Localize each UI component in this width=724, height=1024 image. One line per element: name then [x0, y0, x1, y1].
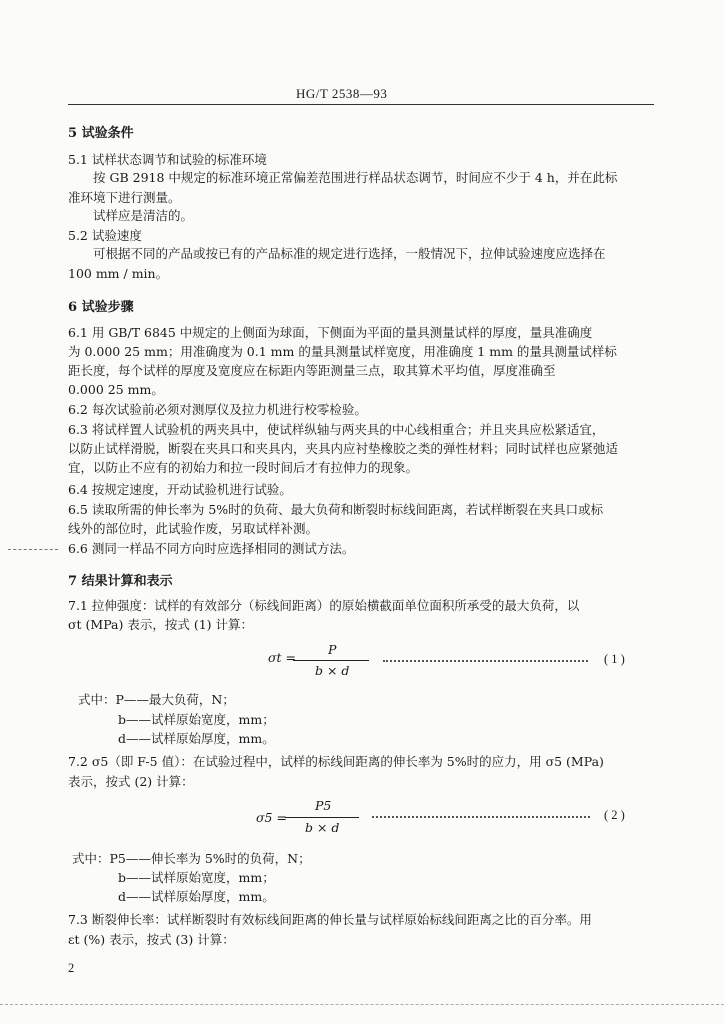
scan-artifact-edge [0, 1004, 724, 1005]
where-line: 式中：P——最大负荷，N； [78, 692, 235, 707]
paragraph-line: 以防止试样滑脱，断裂在夹具口和夹具内，夹具内应衬垫橡胶之类的弹性材料；同时试样也应紧弛适 [68, 441, 619, 456]
equation-1-lhs: σt = [268, 650, 297, 665]
paragraph-line: 准环境下进行测量。 [68, 190, 181, 205]
equation-2-leader-dots [372, 816, 590, 818]
paragraph-line: 7.3 断裂伸长率：试样断裂时有效标线间距离的伸长量与试样原始标线间距离之比的百分率。用 [68, 912, 592, 927]
document-code: HG/T 2538—93 [296, 86, 388, 101]
paragraph-line: 试样应是清洁的。 [93, 208, 194, 223]
paragraph-line: 7.2 σ5（即 F-5 值）：在试验过程中，试样的标线间距离的伸长率为 5%时的应力，用 σ5 (MPa) [68, 754, 604, 769]
where-line: d——试样原始厚度，mm。 [118, 889, 275, 904]
section-5-title: 5 试验条件 [68, 126, 134, 141]
paragraph-line: 可根据不同的产品或按已有的产品标准的规定进行选择，一般情况下，拉伸试验速度应选择在 [93, 246, 606, 261]
paragraph-line: 按 GB 2918 中规定的标准环境正常偏差范围进行样品状态调节，时间应不少于 4 h，并在此标 [93, 170, 618, 185]
paragraph-line: 6.3 将试样置人试验机的两夹具中，使试样纵轴与两夹具的中心线相重合；并且夹具应松紧适宜， [68, 422, 605, 437]
section-5-1-title: 5.1 试样状态调节和试验的标准环境 [68, 152, 267, 167]
paragraph-line: 6.5 读取所需的伸长率为 5%时的负荷、最大负荷和断裂时标线间距离，若试样断裂在夹具口或标 [68, 502, 604, 517]
equation-2-fraction-bar [285, 817, 359, 818]
where-line: 式中：P5——伸长率为 5%时的负荷，N； [72, 851, 311, 866]
header-rule [68, 104, 654, 105]
paragraph-line: 6.4 按规定速度，开动试验机进行试验。 [68, 482, 292, 497]
paragraph-line: 6.1 用 GB/T 6845 中规定的上侧面为球面，下侧面为平面的量具测量试样的厚度，量具准确度 [68, 325, 593, 340]
paragraph-line: σt (MPa) 表示，按式 (1) 计算： [68, 617, 254, 632]
equation-2-numerator: P5 [315, 798, 332, 813]
paragraph-line: 6.6 测同一样品不同方向时应选择相同的测试方法。 [68, 541, 355, 556]
page-number: 2 [68, 961, 75, 975]
paragraph-line: 为 0.000 25 mm；用准确度为 0.1 mm 的量具测量试样宽度，用准确度 1 mm 的量具测量试样标 [68, 344, 617, 359]
equation-2-number: ( 2 ) [604, 808, 625, 822]
scan-artifact-dash [8, 549, 58, 550]
equation-1-denominator: b × d [315, 663, 350, 678]
section-6-title: 6 试验步骤 [68, 300, 134, 315]
paragraph-line: 0.000 25 mm。 [68, 382, 164, 397]
paragraph-line: 距长度，每个试样的厚度及宽度应在标距内等距测量三点，取其算术平均值，厚度准确至 [68, 363, 556, 378]
equation-1-fraction-bar [293, 660, 369, 661]
equation-1-numerator: P [328, 642, 337, 657]
equation-1-leader-dots [383, 660, 588, 662]
equation-2-lhs: σ5 = [256, 810, 287, 825]
where-line: b——试样原始宽度，mm； [118, 712, 275, 727]
section-7-title: 7 结果计算和表示 [68, 574, 173, 589]
equation-1-number: ( 1 ) [604, 652, 625, 666]
paragraph-line: 线外的部位时，此试验作废，另取试样补测。 [68, 521, 319, 536]
paragraph-line: εt (%) 表示，按式 (3) 计算： [68, 932, 235, 947]
paragraph-line: 6.2 每次试验前必须对测厚仪及拉力机进行校零检验。 [68, 402, 367, 417]
paragraph-line: 表示，按式 (2) 计算： [68, 774, 194, 789]
where-line: b——试样原始宽度，mm； [118, 870, 275, 885]
paragraph-line: 宜，以防止不应有的初始力和拉一段时间后才有拉伸力的现象。 [68, 460, 419, 475]
paragraph-line: 7.1 拉伸强度：试样的有效部分（标线间距离）的原始横截面单位面积所承受的最大负荷，以 [68, 598, 580, 613]
section-5-2-title: 5.2 试验速度 [68, 228, 142, 243]
where-line: d——试样原始厚度，mm。 [118, 731, 275, 746]
equation-2-denominator: b × d [305, 820, 340, 835]
paragraph-line: 100 mm / min。 [68, 266, 169, 281]
